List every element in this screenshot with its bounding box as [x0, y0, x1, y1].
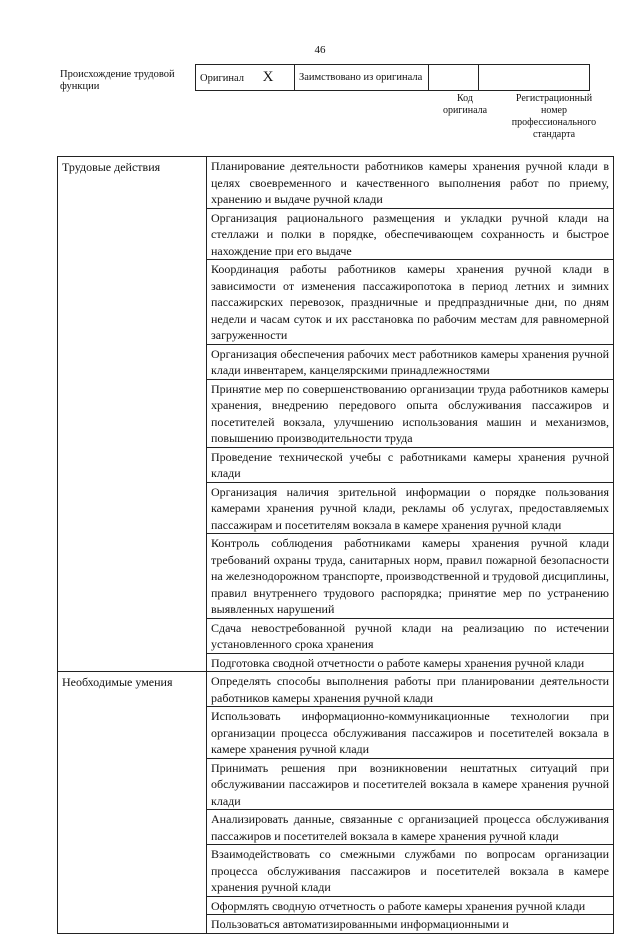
- table-row: [58, 672, 614, 707]
- section-item: Использовать информационно-коммуникационные технологии при организации процесса обслуживания пассажиров и посетителей вокзала в камере хранения ручной клади: [207, 707, 614, 759]
- borrowed-cell: Заимствовано из оригинала: [295, 65, 429, 91]
- section-item: Организация рационального размещения и укладки ручной клади на стеллажи и полки в порядке, обеспечивающем сохранность и быстрое нахождение при его выдаче: [207, 208, 614, 260]
- code-caption: Код оригинала: [442, 93, 488, 116]
- section-item: Пользоваться автоматизированными информационными и: [207, 915, 614, 934]
- section-item: Подготовка сводной отчетности о работе камеры хранения ручной клади: [207, 653, 614, 672]
- section-item: Определять способы выполнения работы при планировании деятельности работников камеры хранения ручной клади: [207, 672, 614, 707]
- section-item: Принимать решения при возникновении нештатных ситуаций при обслуживании пассажиров и посетителей вокзала в камере хранения ручной клади: [207, 758, 614, 810]
- section-item: Анализировать данные, связанные с организацией процесса обслуживания пассажиров и посетителей вокзала в камере хранения ручной клади: [207, 810, 614, 845]
- original-label: Оригинал: [200, 73, 244, 84]
- origin-label: Происхождение трудовой функции: [60, 69, 175, 92]
- section-label: Трудовые действия: [58, 157, 207, 672]
- section-item: Координация работы работников камеры хранения ручной клади в зависимости от изменения пассажиропотока в период летних и зимних пассажирских перевозок, праздничные и предпраздничные дни, по дням недели и часам суток и их расстановка по рабочим местам для равномерной загруженности: [207, 260, 614, 345]
- table-row: [58, 157, 614, 209]
- code-cell: [429, 65, 479, 91]
- section-item: Оформлять сводную отчетность о работе камеры хранения ручной клади: [207, 896, 614, 915]
- original-cell: [196, 65, 295, 91]
- function-table: [57, 156, 614, 934]
- section-item: Принятие мер по совершенствованию организации труда работников камеры хранения, внедрению передового опыта обслуживания пассажиров и посетителей вокзала, улучшению использования машин и механизмов, повышению производительности труда: [207, 379, 614, 447]
- section-item: Проведение технической учебы с работниками камеры хранения ручной клади: [207, 447, 614, 482]
- reg-number-cell: [479, 65, 590, 91]
- origin-table: [195, 64, 590, 91]
- section-label: Необходимые умения: [58, 672, 207, 934]
- section-item: Организация обеспечения рабочих мест работников камеры хранения ручной клади инвентарем, канцелярскими принадлежностями: [207, 344, 614, 379]
- section-item: Контроль соблюдения работниками камеры хранения ручной клади требований охраны труда, санитарных норм, правил пожарной безопасности на железнодорожном транспорте, производственной и трудовой дисциплины, правил внутреннего трудового распорядка; принятие мер по устранению выявленных нарушений: [207, 534, 614, 619]
- page-number: 46: [314, 44, 326, 56]
- section-item: Сдача невостребованной ручной клади на реализацию по истечении установленного срока хранения: [207, 618, 614, 653]
- reg-number-caption: Регистрационный номер профессионального стандарта: [511, 93, 597, 140]
- section-item: Планирование деятельности работников камеры хранения ручной клади в целях своевременного и качественного выполнения работ по приему, хранению и выдаче ручной клади: [207, 157, 614, 209]
- section-item: Организация наличия зрительной информации о порядке пользования камерами хранения ручной клади, рекламы об услугах, предоставляемых пассажирам и посетителям вокзала в камере хранения ручной клади: [207, 482, 614, 534]
- original-mark: X: [262, 69, 274, 85]
- section-item: Взаимодействовать со смежными службами по вопросам организации процесса обслуживания пассажиров и посетителей вокзала в камере хранения ручной клади: [207, 845, 614, 897]
